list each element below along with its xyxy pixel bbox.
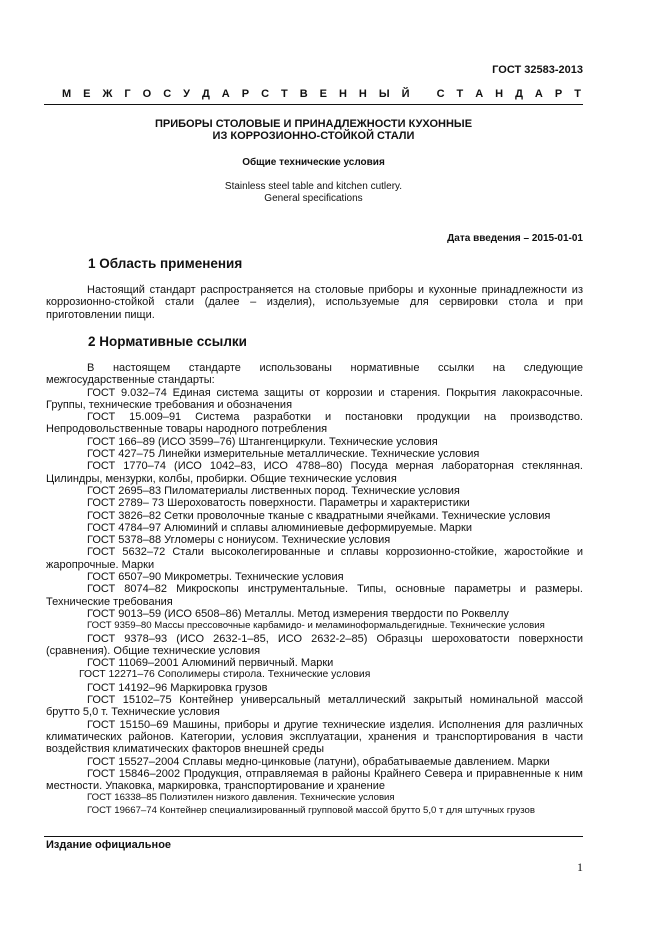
reference-item: ГОСТ 12271–76 Сополимеры стирола. Технические условия <box>79 669 371 681</box>
section-1-heading: 1 Область применения <box>88 256 243 271</box>
document-subtitle: Общие технические условия <box>242 157 385 168</box>
reference-item: ГОСТ 19667–74 Контейнер специализированный групповой массой брутто 5,0 т для штучных грузов <box>87 804 535 816</box>
header-divider <box>44 104 583 105</box>
reference-item: ГОСТ 9013–59 (ИСО 6508–86) Металлы. Метод измерения твердости по Роквеллу <box>87 607 509 620</box>
introduction-date: Дата введения – 2015-01-01 <box>447 233 583 244</box>
section-1-body <box>46 284 583 321</box>
banner-letter: Р <box>241 88 250 100</box>
reference-item: ГОСТ 166–89 (ИСО 3599–76) Штангенциркули. Технические условия <box>87 435 438 448</box>
banner-letter <box>422 88 425 100</box>
reference-item: ГОСТ 427–75 Линейки измерительные металлические. Технические условия <box>87 448 480 461</box>
banner-letter: С <box>163 88 172 100</box>
banner-letter: Т <box>281 88 288 100</box>
banner-letter: М <box>62 88 72 100</box>
banner-letter: С <box>261 88 270 100</box>
reference-item: ГОСТ 9359–80 Массы прессовочные карбамидо- и меламиноформальдегидные. Технические условия <box>87 620 545 632</box>
english-title-line-1: Stainless steel table and kitchen cutlery. <box>224 181 403 192</box>
footer-divider <box>44 836 583 837</box>
reference-item: ГОСТ 2695–83 Пиломатериалы лиственных пород. Технические условия <box>87 484 460 497</box>
reference-item: ГОСТ 15.009–91 Система разработки и постановки продукции на производство. Непродовольственные товары народного потребления <box>46 411 583 436</box>
banner-letter: Д <box>201 88 210 100</box>
reference-item: ГОСТ 3826–82 Сетки проволочные тканые с квадратными ячейками. Технические условия <box>87 509 551 522</box>
reference-item: ГОСТ 6507–90 Микрометры. Технические условия <box>87 571 344 584</box>
banner-letter: Е <box>319 88 327 100</box>
official-edition-label: Издание официальное <box>46 839 172 851</box>
banner-letter: Н <box>338 88 347 100</box>
reference-item: ГОСТ 1770–74 (ИСО 1042–83, ИСО 4788–80) Посуда мерная лабораторная стеклянная. Цилиндры, мензурки, колбы, пробирки. Общие технические условия <box>46 460 583 485</box>
banner-letter: Т <box>456 88 464 100</box>
banner-letter: С <box>436 88 445 100</box>
reference-item: ГОСТ 16338–85 Полиэтилен низкого давления. Технические условия <box>87 792 395 804</box>
reference-item: ГОСТ 9378–93 (ИСО 2632-1–85, ИСО 2632-2–85) Образцы шероховатости поверхности (сравнения). Общие технические условия <box>46 632 583 657</box>
banner-letter: В <box>299 88 308 100</box>
banner-letter: Д <box>515 88 523 100</box>
banner-letter: Т <box>574 88 581 100</box>
reference-item: ГОСТ 9.032–74 Единая система защиты от коррозии и старения. Покрытия лакокрасочные. Группы, технические требования и обозначения <box>46 386 583 411</box>
reference-item: ГОСТ 15527–2004 Сплавы медно-цинковые (латуни), обрабатываемые давлением. Марки <box>87 755 550 768</box>
reference-item: ГОСТ 15102–75 Контейнер универсальный металлический закрытый номинальной массой брутто 5,0 т. Технические условия <box>46 694 583 719</box>
reference-item: ГОСТ 5378–88 Угломеры с нониусом. Технические условия <box>87 534 391 547</box>
banner-letter: Р <box>554 88 563 100</box>
banner-letter: О <box>142 88 152 100</box>
banner-letter: Ж <box>102 88 113 100</box>
section-2-body <box>46 362 583 817</box>
banner-letter: Е <box>83 88 91 100</box>
banner-letter: А <box>475 88 484 100</box>
reference-item: ГОСТ 14192–96 Маркировка грузов <box>87 681 268 694</box>
english-title-line-2: General specifications <box>264 193 363 204</box>
interstate-standard-banner <box>62 88 581 100</box>
banner-letter: Ы <box>378 88 390 100</box>
section-2-intro: В настоящем стандарте использованы нормативные ссылки на следующие межгосударственные стандарты: <box>46 362 583 387</box>
banner-letter: А <box>534 88 543 100</box>
title-line-1: ПРИБОРЫ СТОЛОВЫЕ И ПРИНАДЛЕЖНОСТИ КУХОННЫЕ <box>154 118 473 130</box>
reference-item: ГОСТ 15150–69 Машины, приборы и другие технические изделия. Исполнения для различных климатических районов. Категории, условия эксплуатации, хранения и транспортирования в части воздействия климатических факторов внешней среды <box>46 718 583 756</box>
reference-item: ГОСТ 11069–2001 Алюминий первичный. Марки <box>87 657 334 670</box>
banner-letter: Н <box>358 88 367 100</box>
reference-item: ГОСТ 4784–97 Алюминий и сплавы алюминиевые деформируемые. Марки <box>87 521 472 534</box>
reference-item: ГОСТ 15846–2002 Продукция, отправляемая в районы Крайнего Севера и приравненные к ним местности. Упаковка, маркировка, транспортирование и хранение <box>46 767 583 793</box>
reference-item: ГОСТ 8074–82 Микроскопы инструментальные. Типы, основные параметры и размеры. Технические требования <box>46 583 583 608</box>
banner-letter: У <box>183 88 190 100</box>
title-line-2: ИЗ КОРРОЗИОННО-СТОЙКОЙ СТАЛИ <box>212 130 415 142</box>
banner-letter: А <box>221 88 230 100</box>
reference-item: ГОСТ 5632–72 Стали высоколегированные и сплавы коррозионно-стойкие, жаростойкие и жаропрочные. Марки <box>46 546 583 571</box>
page-number: 1 <box>577 860 583 874</box>
banner-letter: Й <box>401 88 410 100</box>
reference-item: ГОСТ 2789– 73 Шероховатость поверхности. Параметры и характеристики <box>87 497 470 510</box>
banner-letter: Г <box>124 88 131 100</box>
document-title <box>44 118 583 142</box>
section-1-paragraph: Настоящий стандарт распространяется на столовые приборы и кухонные принадлежности из коррозионно-стойкой стали (далее – изделия), используемые для сервировки стола и при приготовлении пищи. <box>46 284 583 321</box>
english-title <box>44 181 583 205</box>
banner-letter: Н <box>495 88 504 100</box>
section-2-heading: 2 Нормативные ссылки <box>88 334 247 349</box>
gost-number: ГОСТ 32583-2013 <box>492 64 583 76</box>
